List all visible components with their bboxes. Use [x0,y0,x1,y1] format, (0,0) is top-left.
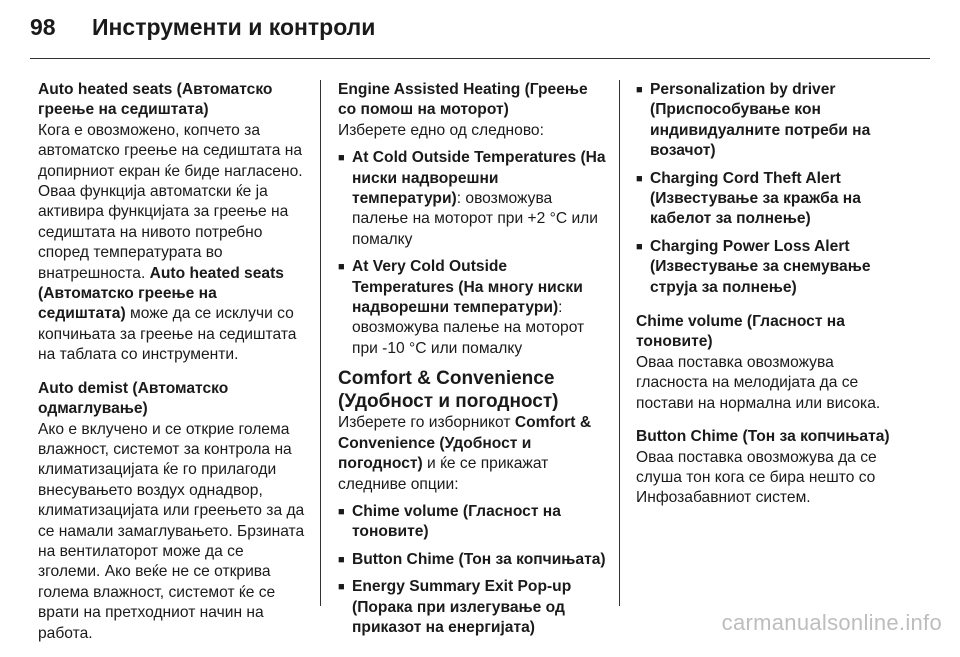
section-title: Auto demist (Автоматско одмаглување) [38,379,229,418]
inline-bold: Auto heated seats (Автоматско греење на седиштата) [38,264,284,323]
bullet-bold: Charging Cord Theft Alert (Известување за кражба на кабелот за полнење) [650,169,861,228]
inline-bold: Comfort & Convenience (Удобност и погодност) [338,414,592,473]
paragraph-text: и ќе се прикажат следниве опции: [338,455,549,493]
list-item [338,148,606,250]
paragraph [338,413,606,495]
page-title: Инструменти и контроли [92,13,376,40]
bullet-bold: Personalization by driver (Приспособување кон индивидуалните потреби на возачот) [650,81,871,160]
paragraph: Ако е вклучено и се открие голема влажност, системот за контрола на климатизацијата ќе го прилагоди внесувањето воздух однадвор, климатизацијата или греењето за да се намали замаглувањето. Брзината на вентилаторот може да се зголеми. Ако веќе не се открива голема влажност, системот ќе се врати на претходниот начин на работа. [38,420,305,642]
section-auto-demist [38,379,306,644]
square-bullet-icon: ■ [636,240,643,253]
section-button-chime [636,427,906,509]
paragraph-text: Изберете го изборникот [338,414,511,432]
column-divider-1 [320,80,321,606]
page-number: 98 [30,13,56,40]
list-item [636,169,906,230]
page-header [30,8,375,46]
square-bullet-icon: ■ [636,84,643,96]
list-item [338,577,606,638]
paragraph: Оваа поставка овозможува гласноста на мелодијата да се постави на нормална или висока. [636,353,881,412]
square-bullet-icon: ■ [338,261,345,274]
column-1 [38,80,306,657]
column-2 [338,80,606,638]
bullet-text: : овозможува палење на моторот при -10 °C или помалку [352,299,585,357]
bullet-bold: Charging Power Loss Alert (Известување за снемување струја за полнење) [650,237,871,296]
section-title: Chime volume (Гласност на тоновите) [636,313,845,351]
list-item [636,237,906,298]
section-auto-heated-seats [38,80,306,366]
column-3 [636,80,906,522]
section-chime-volume [636,312,906,414]
square-bullet-icon: ■ [338,581,345,594]
watermark: carmanualsonline.info [721,610,942,635]
paragraph: Оваа поставка овозможува да се слуша тон кога се бира нешто со Инфозабавниот систем. [636,448,877,507]
list-item [636,80,906,162]
section-title: Auto heated seats (Автоматско греење на седиштата) [38,81,273,119]
bullet-text: : овозможува палење на моторот при +2 °C или помалку [352,190,598,248]
list-item [338,257,606,359]
square-bullet-icon: ■ [338,505,345,518]
paragraph-text: може да се исклучи со копчињата за греење на седиштата на таблата со инструменти. [38,305,297,364]
paragraph: Изберете едно од следново: [338,121,544,139]
section-heading: Comfort & Convenience (Удобност и погодност) [338,368,559,413]
bullet-bold: Button Chime (Тон за копчињата) [352,550,606,568]
square-bullet-icon: ■ [338,553,345,566]
paragraph-text: Кога е овозможено, копчето за автоматско греење на седиштата на допирниот екран ќе биде нагласено. Оваа функција автоматски ќе ја активира функцијата за греење на седиштата на нивото потребно според температурата во внатрешноста. [38,121,303,282]
square-bullet-icon: ■ [636,172,643,185]
list-item [338,550,606,570]
bullet-bold: Energy Summary Exit Pop-up (Порака при излегување од приказот на енергијата) [352,578,572,636]
header-rule [30,58,930,59]
bullet-bold: Chime volume (Гласност на тоновите) [352,502,561,541]
list-item [338,502,606,543]
bullet-bold: At Very Cold Outside Temperatures (На многу ниски надворешни температури) [352,258,583,317]
section-title: Button Chime (Тон за копчињата) [636,428,890,446]
paragraph [38,121,306,366]
column-divider-2 [619,80,620,606]
section-title: Engine Assisted Heating (Греење со помош на моторот) [338,81,588,119]
bullet-bold: At Cold Outside Temperatures (На ниски надворешни температури) [352,149,606,208]
square-bullet-icon: ■ [338,152,345,165]
